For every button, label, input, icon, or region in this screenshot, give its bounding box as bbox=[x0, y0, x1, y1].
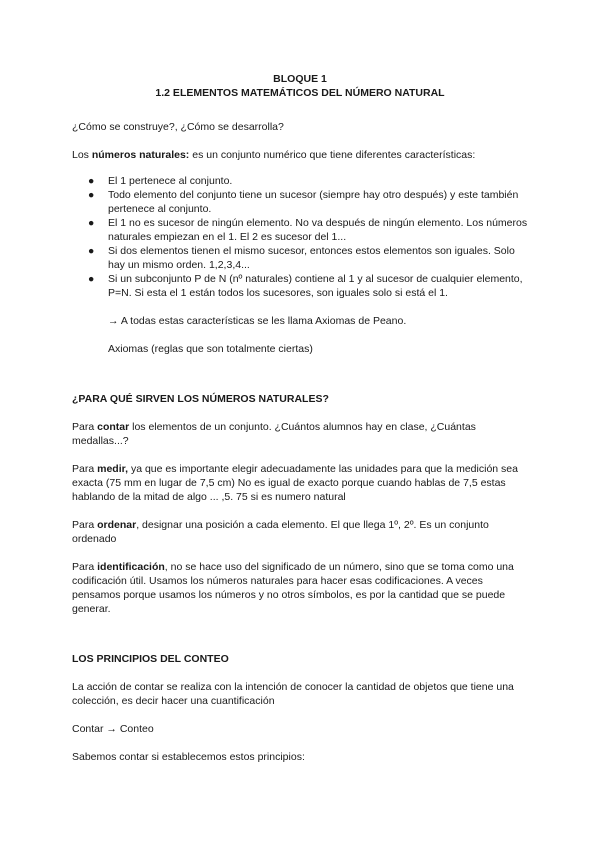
principles-intro-line: Sabemos contar si establecemos estos principios: bbox=[72, 751, 305, 763]
ordenar-term: ordenar bbox=[97, 519, 137, 531]
bullet-icon: ● bbox=[88, 189, 95, 201]
purpose-heading: ¿PARA QUÉ SIRVEN LOS NÚMEROS NATURALES? bbox=[72, 393, 329, 405]
question-line: ¿Cómo se construye?, ¿Cómo se desarrolla? bbox=[72, 121, 284, 133]
intro-post: es un conjunto numérico que tiene diferentes características: bbox=[189, 149, 476, 161]
peano-note: → A todas estas características se les llama Axiomas de Peano. bbox=[108, 315, 407, 327]
identificacion-post: , no se hace uso del significado de un número, sino que se toma como una codificación útil. Usamos los números naturales para hacer esas codificaciones. A veces pensamos porque usamos los números y no otros símbolos, es por la cantidad que se puede generar. bbox=[72, 561, 514, 615]
block-title: BLOQUE 1 bbox=[273, 73, 327, 85]
bullet-icon: ● bbox=[88, 217, 95, 229]
counting-paragraph: La acción de contar se realiza con la intención de conocer la cantidad de objetos que tiene una colección, es decir hacer una cuantificación bbox=[72, 681, 514, 707]
ordenar-pre: Para bbox=[72, 519, 98, 531]
characteristics-list bbox=[72, 174, 528, 300]
list-item bbox=[88, 188, 528, 216]
list-item bbox=[88, 272, 528, 300]
contar-pre: Para bbox=[72, 421, 98, 433]
intro-pre: Los bbox=[72, 149, 92, 161]
list-item bbox=[88, 216, 528, 244]
bullet-icon: ● bbox=[88, 175, 95, 187]
list-item-text: El 1 pertenece al conjunto. bbox=[108, 175, 233, 187]
contar-term: contar bbox=[97, 421, 130, 433]
identificacion-paragraph bbox=[72, 560, 528, 616]
list-item-text: Todo elemento del conjunto tiene un sucesor (siempre hay otro después) y este también pertenece al conjunto. bbox=[108, 189, 519, 215]
bullet-icon: ● bbox=[88, 273, 95, 285]
medir-post: ya que es importante elegir adecuadamente las unidades para que la medición sea exacta (75 mm en lugar de 7,5 cm) No es igual de exacto porque cuando hablas de 7,5 estas hablando de la mitad de algo ... ,5. 75 si es numero natural bbox=[72, 463, 518, 503]
list-item-text: El 1 no es sucesor de ningún elemento. No va después de ningún elemento. Los números naturales empiezan en el 1. El 2 es sucesor del 1... bbox=[108, 217, 528, 243]
medir-paragraph bbox=[72, 462, 528, 504]
intro-bold-term: números naturales: bbox=[91, 149, 190, 161]
ordenar-paragraph bbox=[72, 518, 528, 546]
axiomas-note: Axiomas (reglas que son totalmente ciertas) bbox=[108, 343, 313, 355]
counting-principles-heading: LOS PRINCIPIOS DEL CONTEO bbox=[72, 653, 229, 665]
list-item-text: Si dos elementos tienen el mismo sucesor, entonces estos elementos son iguales. Solo hay un mismo orden. 1,2,3,4... bbox=[108, 245, 515, 271]
ordenar-post: , designar una posición a cada elemento. El que llega 1º, 2º. Es un conjunto ordenado bbox=[72, 519, 489, 545]
page-content bbox=[72, 72, 528, 764]
contar-conteo-line: Contar → Conteo bbox=[72, 723, 154, 735]
identificacion-pre: Para bbox=[72, 561, 98, 573]
contar-post: los elementos de un conjunto. ¿Cuántos alumnos hay en clase, ¿Cuántas medallas...? bbox=[72, 421, 476, 447]
identificacion-term: identificación bbox=[97, 561, 165, 573]
medir-pre: Para bbox=[72, 463, 98, 475]
list-item bbox=[88, 174, 528, 188]
list-item bbox=[88, 244, 528, 272]
list-item-text: Si un subconjunto P de N (nº naturales) contiene al 1 y al sucesor de cualquier elemento, P=N. Si esta el 1 están todos los sucesores, son iguales solo si está el 1. bbox=[108, 273, 523, 299]
medir-term: medir, bbox=[97, 463, 129, 475]
intro-paragraph bbox=[72, 148, 528, 162]
contar-paragraph bbox=[72, 420, 528, 448]
section-title: 1.2 ELEMENTOS MATEMÁTICOS DEL NÚMERO NATURAL bbox=[155, 87, 445, 99]
bullet-icon: ● bbox=[88, 245, 95, 257]
